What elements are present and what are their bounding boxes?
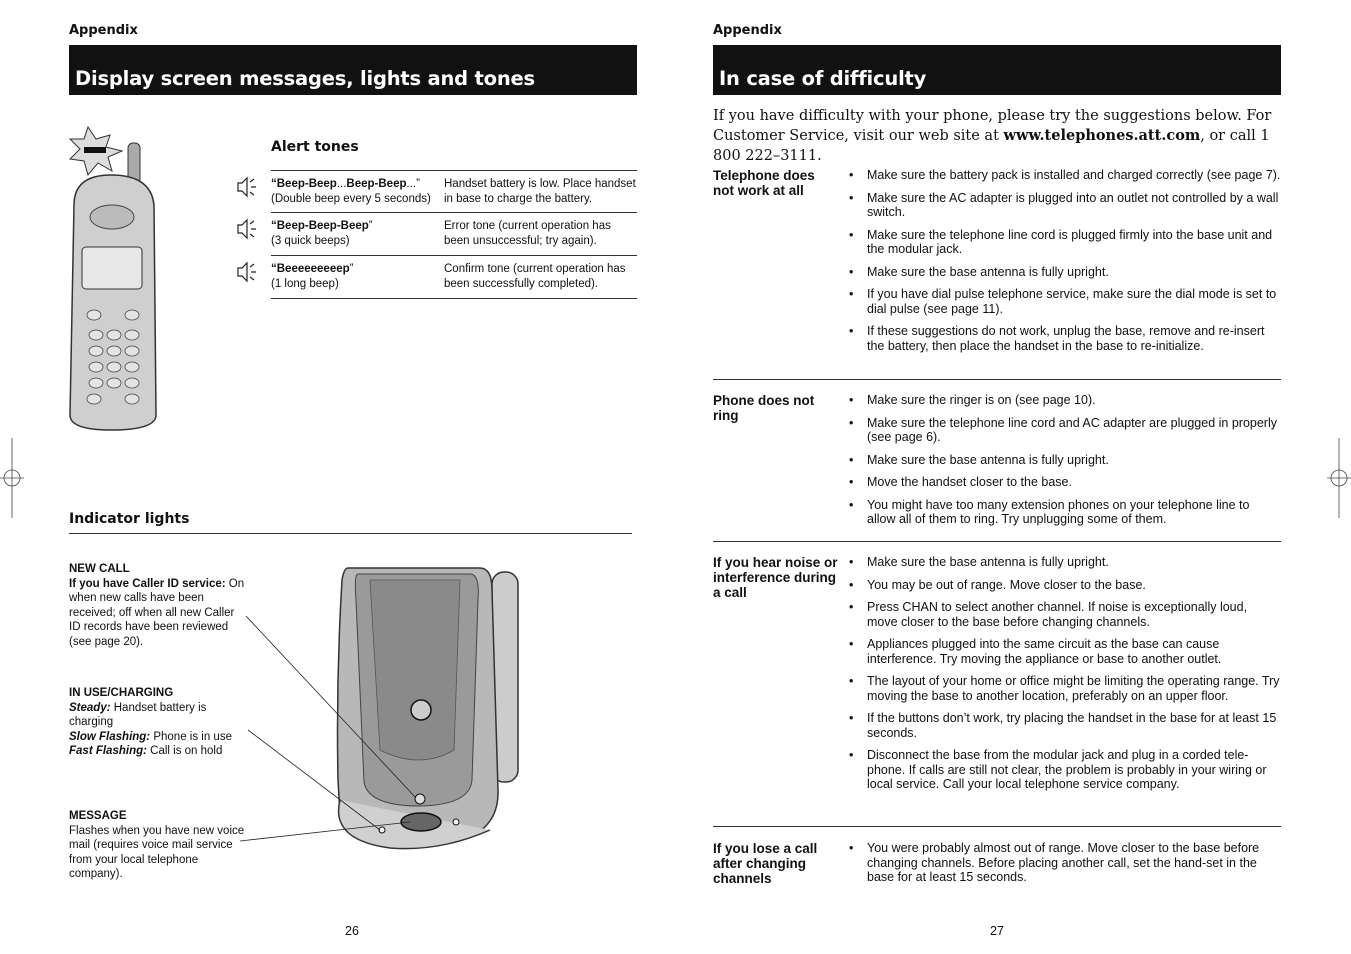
list-item: • You might have too many extension phones on your telephone line to allow all of them to ring. Try unplugging some of them.	[847, 498, 1281, 527]
list-item: • Make sure the telephone line cord is plugged firmly into the base unit and the modular jack.	[847, 228, 1281, 257]
indicator-lights-heading: Indicator lights	[69, 511, 190, 527]
suggestion-list	[847, 168, 1281, 361]
right-appendix-label: Appendix	[713, 23, 782, 38]
support-url-link[interactable]: www.telephones.att.com	[1003, 127, 1201, 144]
tone-subtext: (3 quick beeps)	[271, 234, 350, 247]
alert-tones-heading: Alert tones	[271, 139, 359, 155]
list-item: • Make sure the ringer is on (see page 10).	[847, 393, 1281, 408]
in-use-indicator: IN USE/CHARGING Steady: Handset battery is charging Slow Flashing: Phone is in use Fast Flashing: Call is on hold	[69, 687, 232, 757]
speaker-icon	[232, 217, 258, 241]
list-item: • Press CHAN to select another channel. If noise is exceptionally loud, move closer to the base before changing channels.	[847, 600, 1281, 629]
registration-mark-icon	[0, 438, 24, 518]
page-number-right: 27	[990, 924, 1004, 938]
registration-mark-icon	[1327, 438, 1351, 518]
list-item: • The layout of your home or office might be limiting the operating range. Try moving the base to another location, preferably on an upper floor.	[847, 674, 1281, 703]
list-item: • Disconnect the base from the modular jack and plug in a corded tele-phone. If calls are still not clear, the problem is probably in your wiring or local service. Call your local telephone service company.	[847, 748, 1281, 792]
divider	[69, 533, 632, 534]
tone-name: “Beeeeeeeeep” (1 long beep)	[271, 263, 354, 290]
tone-subtext: (1 long beep)	[271, 277, 339, 290]
divider	[713, 826, 1281, 827]
list-item: • Make sure the AC adapter is plugged into an outlet not controlled by a wall switch.	[847, 191, 1281, 220]
section-heading: If you lose a call after changing channels	[713, 841, 818, 886]
divider	[713, 541, 1281, 542]
speaker-icon	[232, 260, 258, 284]
list-item: • Make sure the base antenna is fully upright.	[847, 265, 1281, 280]
intro-paragraph: If you have difficulty with your phone, please try the suggestions below. For Customer Service, visit our web site at www.telephones.att.com, or call 1 800 222–3111.	[713, 108, 1272, 164]
list-item: • If the buttons don’t work, try placing the handset in the base for at least 15 seconds.	[847, 711, 1281, 740]
new-call-indicator: NEW CALL If you have Caller ID service: On when new calls have been received; off when all new Caller ID records have been reviewed (see page 20).	[69, 563, 245, 648]
list-item: • You were probably almost out of range. Move closer to the base before changing channels. Before placing another call, set the hand-set in the base for at least 15 seconds.	[847, 841, 1281, 885]
left-page-title: Display screen messages, lights and tones	[69, 45, 637, 95]
tone-row	[271, 213, 637, 256]
tone-row	[271, 256, 637, 299]
list-item: • Move the handset closer to the base.	[847, 475, 1281, 490]
suggestion-list	[847, 841, 1281, 893]
list-item: • You may be out of range. Move closer to the base.	[847, 578, 1281, 593]
page-number-left: 26	[345, 924, 359, 938]
tone-description: Handset battery is low. Place handset in base to charge the battery.	[444, 178, 636, 205]
list-item: • Make sure the telephone line cord and AC adapter are plugged in properly (see page 6).	[847, 416, 1281, 445]
base-illustration	[240, 560, 530, 860]
right-page-title: In case of difficulty	[713, 45, 1281, 95]
list-item: • If you have dial pulse telephone service, make sure the dial mode is set to dial pulse (see page 11).	[847, 287, 1281, 316]
list-item: • Make sure the base antenna is fully upright.	[847, 555, 1281, 570]
list-item: • Appliances plugged into the same circuit as the base can cause interference. Try moving the appliance or base to another outlet.	[847, 637, 1281, 666]
tone-name: “Beep-Beep-Beep” (3 quick beeps)	[271, 220, 373, 247]
tone-row	[271, 171, 637, 213]
speaker-icon	[232, 175, 258, 199]
tone-name: “Beep-Beep...Beep-Beep...” (Double beep every 5 seconds)	[271, 178, 431, 205]
left-appendix-label: Appendix	[69, 23, 138, 38]
section-heading: Telephone does not work at all	[713, 168, 815, 198]
tone-description: Confirm tone (current operation has been successfully completed).	[444, 263, 626, 290]
alert-tones-table	[271, 170, 637, 299]
message-indicator: MESSAGE Flashes when you have new voice mail (requires voice mail service from your local telephone company).	[69, 810, 245, 880]
suggestion-list	[847, 393, 1281, 535]
list-item: • Make sure the base antenna is fully upright.	[847, 453, 1281, 468]
section-heading: Phone does not ring	[713, 393, 815, 423]
handset-illustration	[66, 125, 166, 435]
suggestion-list	[847, 555, 1281, 800]
tone-description: Error tone (current operation has been unsuccessful; try again).	[444, 220, 611, 247]
section-heading: If you hear noise or interference during a call	[713, 555, 838, 600]
tone-subtext: (Double beep every 5 seconds)	[271, 192, 431, 205]
divider	[713, 379, 1281, 380]
list-item: • If these suggestions do not work, unplug the base, remove and re-insert the battery, then place the handset in the base to re-initialize.	[847, 324, 1281, 353]
list-item: • Make sure the battery pack is installed and charged correctly (see page 7).	[847, 168, 1281, 183]
